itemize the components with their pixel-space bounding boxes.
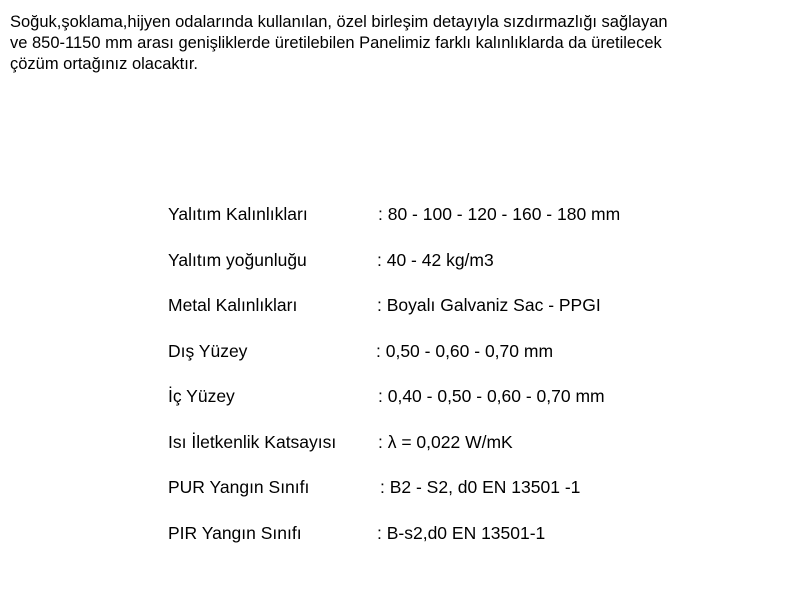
spec-value: : B-s2,d0 EN 13501-1 bbox=[377, 522, 546, 543]
spec-row-pir-fire-class bbox=[168, 521, 728, 567]
intro-line: çözüm ortağınız olacaktır. bbox=[10, 55, 199, 73]
spec-row-thermal-conductivity bbox=[168, 430, 728, 476]
spec-label: PUR Yangın Sınıfı bbox=[168, 477, 310, 497]
spec-row-pur-fire-class bbox=[168, 475, 728, 521]
spec-label: Dış Yüzey bbox=[168, 340, 248, 361]
spec-row-inner-surface bbox=[168, 384, 728, 430]
spec-list bbox=[168, 202, 728, 566]
spec-label: Yalıtım Kalınlıkları bbox=[168, 204, 308, 224]
spec-value: : Boyalı Galvaniz Sac - PPGI bbox=[377, 295, 601, 315]
spec-row-metal-thickness bbox=[168, 293, 728, 339]
intro-line: ve 850-1150 mm arası genişliklerde üretilebilen Panelimiz farklı kalınlıklarda da üretilecek bbox=[10, 34, 662, 52]
spec-row-insulation-thickness bbox=[168, 202, 728, 248]
spec-row-outer-surface bbox=[168, 339, 728, 385]
spec-value: : λ = 0,022 W/mK bbox=[378, 431, 513, 452]
spec-label: İç Yüzey bbox=[168, 386, 235, 406]
spec-label: Isı İletkenlik Katsayısı bbox=[168, 431, 337, 452]
spec-value: : 0,50 - 0,60 - 0,70 mm bbox=[376, 340, 554, 361]
spec-label: PIR Yangın Sınıfı bbox=[168, 522, 302, 543]
spec-label: Metal Kalınlıkları bbox=[168, 295, 298, 315]
intro-paragraph bbox=[10, 12, 795, 75]
spec-value: : 80 - 100 - 120 - 160 - 180 mm bbox=[378, 204, 621, 224]
spec-value: : B2 - S2, d0 EN 13501 -1 bbox=[380, 477, 581, 497]
spec-value: : 0,40 - 0,50 - 0,60 - 0,70 mm bbox=[378, 386, 605, 406]
spec-value: : 40 - 42 kg/m3 bbox=[377, 249, 494, 270]
intro-line: Soğuk,şoklama,hijyen odalarında kullanılan, özel birleşim detayıyla sızdırmazlığı sağlayan bbox=[10, 13, 668, 31]
spec-row-insulation-density bbox=[168, 248, 728, 294]
spec-label: Yalıtım yoğunluğu bbox=[168, 249, 307, 270]
